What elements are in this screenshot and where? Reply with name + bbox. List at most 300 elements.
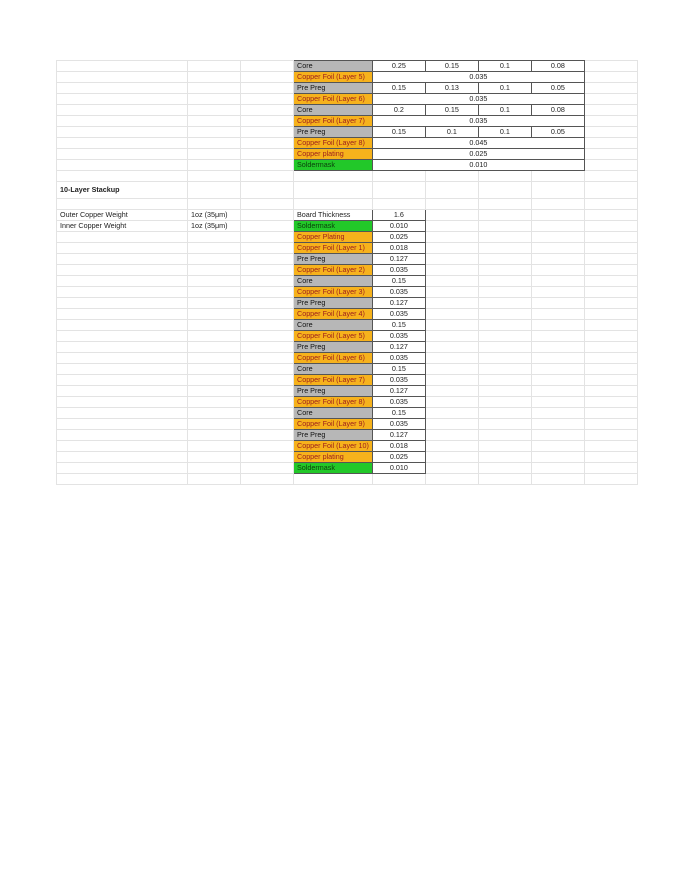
empty-cell[interactable] — [57, 452, 188, 463]
empty-cell[interactable] — [478, 331, 531, 342]
empty-cell[interactable] — [531, 254, 584, 265]
empty-cell[interactable] — [57, 254, 188, 265]
empty-cell[interactable] — [241, 397, 294, 408]
thickness-cell[interactable]: 0.15 — [372, 127, 425, 138]
layer-name-cell[interactable]: Pre Preg — [294, 342, 373, 353]
empty-cell[interactable] — [425, 430, 478, 441]
empty-cell[interactable] — [241, 149, 294, 160]
thickness-cell[interactable]: 0.13 — [425, 83, 478, 94]
empty-cell[interactable] — [188, 430, 241, 441]
empty-cell[interactable] — [188, 452, 241, 463]
empty-cell[interactable] — [188, 116, 241, 127]
thickness-span-cell[interactable]: 0.035 — [372, 72, 584, 83]
empty-cell[interactable] — [478, 320, 531, 331]
layer-name-cell[interactable]: Pre Preg — [294, 254, 373, 265]
thickness-cell[interactable]: 0.025 — [372, 232, 425, 243]
empty-cell[interactable] — [584, 265, 637, 276]
empty-cell[interactable] — [531, 298, 584, 309]
empty-cell[interactable] — [584, 342, 637, 353]
empty-cell[interactable] — [478, 386, 531, 397]
empty-cell[interactable] — [531, 221, 584, 232]
empty-cell[interactable] — [425, 419, 478, 430]
empty-cell[interactable] — [531, 232, 584, 243]
empty-cell[interactable] — [478, 441, 531, 452]
layer-name-cell[interactable]: Copper Foil (Layer 8) — [294, 138, 373, 149]
empty-cell[interactable] — [241, 160, 294, 171]
layer-name-cell[interactable]: Copper Foil (Layer 7) — [294, 375, 373, 386]
layer-name-cell[interactable]: Core — [294, 276, 373, 287]
empty-cell[interactable] — [294, 199, 373, 210]
empty-cell[interactable] — [241, 72, 294, 83]
layer-name-cell[interactable]: Pre Preg — [294, 386, 373, 397]
thickness-cell[interactable]: 0.127 — [372, 254, 425, 265]
empty-cell[interactable] — [478, 463, 531, 474]
thickness-cell[interactable]: 0.08 — [531, 105, 584, 116]
empty-cell[interactable] — [241, 232, 294, 243]
empty-cell[interactable] — [425, 452, 478, 463]
thickness-cell[interactable]: 0.25 — [372, 61, 425, 72]
empty-cell[interactable] — [188, 105, 241, 116]
empty-cell[interactable] — [478, 210, 531, 221]
thickness-cell[interactable]: 0.15 — [425, 61, 478, 72]
empty-cell[interactable] — [241, 94, 294, 105]
empty-cell[interactable] — [372, 474, 425, 485]
empty-cell[interactable] — [241, 386, 294, 397]
empty-cell[interactable] — [188, 287, 241, 298]
empty-cell[interactable] — [584, 386, 637, 397]
thickness-cell[interactable]: 0.1 — [478, 83, 531, 94]
thickness-cell[interactable]: 0.035 — [372, 265, 425, 276]
empty-cell[interactable] — [188, 243, 241, 254]
empty-cell[interactable] — [584, 94, 637, 105]
empty-cell[interactable] — [584, 61, 637, 72]
thickness-cell[interactable]: 0.035 — [372, 419, 425, 430]
empty-cell[interactable] — [584, 116, 637, 127]
thickness-span-cell[interactable]: 0.035 — [372, 94, 584, 105]
empty-cell[interactable] — [294, 171, 373, 182]
layer-name-cell[interactable]: Copper Foil (Layer 6) — [294, 353, 373, 364]
thickness-cell[interactable]: 0.035 — [372, 331, 425, 342]
layer-name-cell[interactable]: Copper Foil (Layer 4) — [294, 309, 373, 320]
layer-name-cell[interactable]: Core — [294, 105, 373, 116]
empty-cell[interactable] — [57, 353, 188, 364]
empty-cell[interactable] — [241, 331, 294, 342]
empty-cell[interactable] — [531, 463, 584, 474]
layer-name-cell[interactable]: Copper plating — [294, 149, 373, 160]
empty-cell[interactable] — [57, 160, 188, 171]
thickness-cell[interactable]: 0.127 — [372, 298, 425, 309]
layer-name-cell[interactable]: Pre Preg — [294, 430, 373, 441]
layer-name-cell[interactable]: Soldermask — [294, 463, 373, 474]
empty-cell[interactable] — [531, 276, 584, 287]
empty-cell[interactable] — [294, 474, 373, 485]
empty-cell[interactable] — [584, 127, 637, 138]
empty-cell[interactable] — [188, 298, 241, 309]
inner-copper-weight-value[interactable]: 1oz (35μm) — [188, 221, 241, 232]
empty-cell[interactable] — [584, 171, 637, 182]
thickness-cell[interactable]: 0.2 — [372, 105, 425, 116]
empty-cell[interactable] — [425, 287, 478, 298]
thickness-cell[interactable]: 0.1 — [478, 61, 531, 72]
empty-cell[interactable] — [478, 265, 531, 276]
empty-cell[interactable] — [584, 210, 637, 221]
empty-cell[interactable] — [241, 430, 294, 441]
empty-cell[interactable] — [188, 199, 241, 210]
layer-name-cell[interactable]: Copper Plating — [294, 232, 373, 243]
thickness-cell[interactable]: 0.010 — [372, 221, 425, 232]
empty-cell[interactable] — [241, 61, 294, 72]
empty-cell[interactable] — [57, 419, 188, 430]
empty-cell[interactable] — [584, 287, 637, 298]
empty-cell[interactable] — [478, 419, 531, 430]
layer-name-cell[interactable]: Pre Preg — [294, 298, 373, 309]
empty-cell[interactable] — [241, 221, 294, 232]
empty-cell[interactable] — [57, 463, 188, 474]
empty-cell[interactable] — [478, 408, 531, 419]
layer-name-cell[interactable]: Copper Foil (Layer 3) — [294, 287, 373, 298]
empty-cell[interactable] — [531, 342, 584, 353]
thickness-cell[interactable]: 0.010 — [372, 463, 425, 474]
board-thickness-label[interactable]: Board Thickness — [294, 210, 373, 221]
thickness-cell[interactable]: 0.035 — [372, 353, 425, 364]
layer-name-cell[interactable]: Copper Foil (Layer 2) — [294, 265, 373, 276]
empty-cell[interactable] — [188, 441, 241, 452]
thickness-cell[interactable]: 0.035 — [372, 287, 425, 298]
empty-cell[interactable] — [584, 364, 637, 375]
board-thickness-value[interactable]: 1.6 — [372, 210, 425, 221]
thickness-span-cell[interactable]: 0.025 — [372, 149, 584, 160]
empty-cell[interactable] — [241, 105, 294, 116]
empty-cell[interactable] — [531, 364, 584, 375]
empty-cell[interactable] — [584, 254, 637, 265]
empty-cell[interactable] — [188, 171, 241, 182]
empty-cell[interactable] — [531, 210, 584, 221]
empty-cell[interactable] — [57, 105, 188, 116]
empty-cell[interactable] — [57, 61, 188, 72]
empty-cell[interactable] — [57, 386, 188, 397]
empty-cell[interactable] — [241, 463, 294, 474]
empty-cell[interactable] — [584, 452, 637, 463]
empty-cell[interactable] — [425, 375, 478, 386]
empty-cell[interactable] — [188, 276, 241, 287]
thickness-span-cell[interactable]: 0.035 — [372, 116, 584, 127]
empty-cell[interactable] — [425, 474, 478, 485]
empty-cell[interactable] — [188, 342, 241, 353]
empty-cell[interactable] — [57, 127, 188, 138]
empty-cell[interactable] — [57, 309, 188, 320]
thickness-cell[interactable]: 0.018 — [372, 441, 425, 452]
empty-cell[interactable] — [478, 243, 531, 254]
thickness-cell[interactable]: 0.1 — [425, 127, 478, 138]
thickness-cell[interactable]: 0.035 — [372, 375, 425, 386]
empty-cell[interactable] — [241, 419, 294, 430]
empty-cell[interactable] — [188, 182, 241, 199]
empty-cell[interactable] — [478, 342, 531, 353]
empty-cell[interactable] — [241, 265, 294, 276]
empty-cell[interactable] — [188, 83, 241, 94]
empty-cell[interactable] — [531, 331, 584, 342]
empty-cell[interactable] — [57, 138, 188, 149]
empty-cell[interactable] — [478, 474, 531, 485]
layer-name-cell[interactable]: Core — [294, 61, 373, 72]
layer-name-cell[interactable]: Copper Foil (Layer 5) — [294, 72, 373, 83]
thickness-cell[interactable]: 0.15 — [372, 276, 425, 287]
empty-cell[interactable] — [584, 375, 637, 386]
empty-cell[interactable] — [425, 171, 478, 182]
empty-cell[interactable] — [57, 430, 188, 441]
empty-cell[interactable] — [241, 474, 294, 485]
thickness-span-cell[interactable]: 0.010 — [372, 160, 584, 171]
empty-cell[interactable] — [188, 72, 241, 83]
empty-cell[interactable] — [241, 375, 294, 386]
empty-cell[interactable] — [531, 182, 584, 199]
layer-name-cell[interactable]: Copper plating — [294, 452, 373, 463]
empty-cell[interactable] — [584, 419, 637, 430]
empty-cell[interactable] — [531, 309, 584, 320]
thickness-cell[interactable]: 0.035 — [372, 309, 425, 320]
empty-cell[interactable] — [188, 474, 241, 485]
empty-cell[interactable] — [425, 199, 478, 210]
empty-cell[interactable] — [584, 353, 637, 364]
empty-cell[interactable] — [241, 83, 294, 94]
empty-cell[interactable] — [425, 254, 478, 265]
layer-name-cell[interactable]: Copper Foil (Layer 6) — [294, 94, 373, 105]
empty-cell[interactable] — [241, 353, 294, 364]
empty-cell[interactable] — [531, 474, 584, 485]
empty-cell[interactable] — [425, 408, 478, 419]
empty-cell[interactable] — [531, 243, 584, 254]
thickness-cell[interactable]: 0.05 — [531, 127, 584, 138]
empty-cell[interactable] — [425, 210, 478, 221]
thickness-cell[interactable]: 0.127 — [372, 430, 425, 441]
empty-cell[interactable] — [478, 430, 531, 441]
empty-cell[interactable] — [584, 331, 637, 342]
empty-cell[interactable] — [478, 397, 531, 408]
empty-cell[interactable] — [584, 474, 637, 485]
thickness-cell[interactable]: 0.05 — [531, 83, 584, 94]
empty-cell[interactable] — [425, 232, 478, 243]
empty-cell[interactable] — [425, 441, 478, 452]
empty-cell[interactable] — [425, 221, 478, 232]
empty-cell[interactable] — [188, 265, 241, 276]
empty-cell[interactable] — [531, 408, 584, 419]
empty-cell[interactable] — [241, 342, 294, 353]
thickness-cell[interactable]: 0.15 — [372, 320, 425, 331]
empty-cell[interactable] — [57, 298, 188, 309]
empty-cell[interactable] — [531, 441, 584, 452]
empty-cell[interactable] — [425, 243, 478, 254]
thickness-cell[interactable]: 0.127 — [372, 386, 425, 397]
empty-cell[interactable] — [478, 452, 531, 463]
empty-cell[interactable] — [241, 199, 294, 210]
empty-cell[interactable] — [478, 287, 531, 298]
section-title[interactable]: 10-Layer Stackup — [57, 182, 188, 199]
empty-cell[interactable] — [425, 364, 478, 375]
empty-cell[interactable] — [241, 452, 294, 463]
empty-cell[interactable] — [478, 182, 531, 199]
empty-cell[interactable] — [478, 232, 531, 243]
empty-cell[interactable] — [584, 138, 637, 149]
empty-cell[interactable] — [425, 463, 478, 474]
empty-cell[interactable] — [57, 331, 188, 342]
empty-cell[interactable] — [425, 331, 478, 342]
empty-cell[interactable] — [531, 171, 584, 182]
empty-cell[interactable] — [478, 353, 531, 364]
empty-cell[interactable] — [57, 243, 188, 254]
empty-cell[interactable] — [188, 331, 241, 342]
empty-cell[interactable] — [584, 298, 637, 309]
layer-name-cell[interactable]: Copper Foil (Layer 5) — [294, 331, 373, 342]
empty-cell[interactable] — [188, 419, 241, 430]
empty-cell[interactable] — [478, 276, 531, 287]
empty-cell[interactable] — [57, 171, 188, 182]
empty-cell[interactable] — [478, 375, 531, 386]
empty-cell[interactable] — [241, 320, 294, 331]
empty-cell[interactable] — [57, 232, 188, 243]
empty-cell[interactable] — [478, 254, 531, 265]
empty-cell[interactable] — [425, 320, 478, 331]
empty-cell[interactable] — [531, 419, 584, 430]
empty-cell[interactable] — [584, 309, 637, 320]
empty-cell[interactable] — [478, 171, 531, 182]
empty-cell[interactable] — [188, 127, 241, 138]
empty-cell[interactable] — [57, 83, 188, 94]
empty-cell[interactable] — [531, 397, 584, 408]
empty-cell[interactable] — [584, 463, 637, 474]
empty-cell[interactable] — [425, 309, 478, 320]
thickness-cell[interactable]: 0.15 — [372, 408, 425, 419]
layer-name-cell[interactable]: Copper Foil (Layer 8) — [294, 397, 373, 408]
empty-cell[interactable] — [478, 298, 531, 309]
empty-cell[interactable] — [57, 320, 188, 331]
empty-cell[interactable] — [425, 182, 478, 199]
layer-name-cell[interactable]: Copper Foil (Layer 9) — [294, 419, 373, 430]
thickness-cell[interactable]: 0.025 — [372, 452, 425, 463]
empty-cell[interactable] — [188, 375, 241, 386]
thickness-span-cell[interactable]: 0.045 — [372, 138, 584, 149]
layer-name-cell[interactable]: Core — [294, 320, 373, 331]
empty-cell[interactable] — [531, 287, 584, 298]
empty-cell[interactable] — [478, 221, 531, 232]
empty-cell[interactable] — [584, 72, 637, 83]
empty-cell[interactable] — [584, 243, 637, 254]
layer-name-cell[interactable]: Soldermask — [294, 221, 373, 232]
empty-cell[interactable] — [584, 83, 637, 94]
empty-cell[interactable] — [57, 265, 188, 276]
empty-cell[interactable] — [531, 386, 584, 397]
empty-cell[interactable] — [372, 171, 425, 182]
empty-cell[interactable] — [57, 364, 188, 375]
empty-cell[interactable] — [425, 276, 478, 287]
empty-cell[interactable] — [57, 408, 188, 419]
empty-cell[interactable] — [241, 441, 294, 452]
empty-cell[interactable] — [241, 276, 294, 287]
empty-cell[interactable] — [584, 221, 637, 232]
empty-cell[interactable] — [478, 309, 531, 320]
layer-name-cell[interactable]: Copper Foil (Layer 10) — [294, 441, 373, 452]
outer-copper-weight-value[interactable]: 1oz (35μm) — [188, 210, 241, 221]
empty-cell[interactable] — [188, 232, 241, 243]
thickness-cell[interactable]: 0.018 — [372, 243, 425, 254]
empty-cell[interactable] — [241, 287, 294, 298]
empty-cell[interactable] — [188, 138, 241, 149]
empty-cell[interactable] — [57, 276, 188, 287]
empty-cell[interactable] — [241, 408, 294, 419]
empty-cell[interactable] — [188, 463, 241, 474]
empty-cell[interactable] — [425, 298, 478, 309]
thickness-cell[interactable]: 0.08 — [531, 61, 584, 72]
empty-cell[interactable] — [584, 276, 637, 287]
empty-cell[interactable] — [425, 397, 478, 408]
thickness-cell[interactable]: 0.15 — [425, 105, 478, 116]
empty-cell[interactable] — [372, 199, 425, 210]
empty-cell[interactable] — [57, 441, 188, 452]
empty-cell[interactable] — [188, 386, 241, 397]
layer-name-cell[interactable]: Pre Preg — [294, 83, 373, 94]
thickness-cell[interactable]: 0.15 — [372, 364, 425, 375]
empty-cell[interactable] — [531, 353, 584, 364]
empty-cell[interactable] — [241, 364, 294, 375]
thickness-cell[interactable]: 0.15 — [372, 83, 425, 94]
layer-name-cell[interactable]: Soldermask — [294, 160, 373, 171]
empty-cell[interactable] — [531, 430, 584, 441]
thickness-cell[interactable]: 0.127 — [372, 342, 425, 353]
empty-cell[interactable] — [478, 199, 531, 210]
empty-cell[interactable] — [584, 160, 637, 171]
empty-cell[interactable] — [188, 353, 241, 364]
empty-cell[interactable] — [241, 138, 294, 149]
empty-cell[interactable] — [188, 94, 241, 105]
empty-cell[interactable] — [188, 61, 241, 72]
empty-cell[interactable] — [57, 342, 188, 353]
empty-cell[interactable] — [531, 320, 584, 331]
empty-cell[interactable] — [188, 309, 241, 320]
empty-cell[interactable] — [241, 243, 294, 254]
empty-cell[interactable] — [188, 397, 241, 408]
empty-cell[interactable] — [57, 72, 188, 83]
empty-cell[interactable] — [241, 171, 294, 182]
empty-cell[interactable] — [188, 149, 241, 160]
empty-cell[interactable] — [584, 182, 637, 199]
empty-cell[interactable] — [57, 94, 188, 105]
empty-cell[interactable] — [584, 397, 637, 408]
empty-cell[interactable] — [188, 254, 241, 265]
empty-cell[interactable] — [531, 452, 584, 463]
empty-cell[interactable] — [372, 182, 425, 199]
thickness-cell[interactable]: 0.1 — [478, 127, 531, 138]
empty-cell[interactable] — [57, 116, 188, 127]
empty-cell[interactable] — [241, 127, 294, 138]
empty-cell[interactable] — [531, 199, 584, 210]
empty-cell[interactable] — [57, 474, 188, 485]
empty-cell[interactable] — [241, 182, 294, 199]
empty-cell[interactable] — [188, 320, 241, 331]
empty-cell[interactable] — [584, 232, 637, 243]
empty-cell[interactable] — [425, 353, 478, 364]
empty-cell[interactable] — [425, 342, 478, 353]
empty-cell[interactable] — [294, 182, 373, 199]
empty-cell[interactable] — [57, 375, 188, 386]
empty-cell[interactable] — [584, 149, 637, 160]
inner-copper-weight-label[interactable]: Inner Copper Weight — [57, 221, 188, 232]
empty-cell[interactable] — [478, 364, 531, 375]
layer-name-cell[interactable]: Copper Foil (Layer 7) — [294, 116, 373, 127]
empty-cell[interactable] — [188, 408, 241, 419]
layer-name-cell[interactable]: Core — [294, 408, 373, 419]
empty-cell[interactable] — [188, 364, 241, 375]
layer-name-cell[interactable]: Copper Foil (Layer 1) — [294, 243, 373, 254]
empty-cell[interactable] — [584, 430, 637, 441]
